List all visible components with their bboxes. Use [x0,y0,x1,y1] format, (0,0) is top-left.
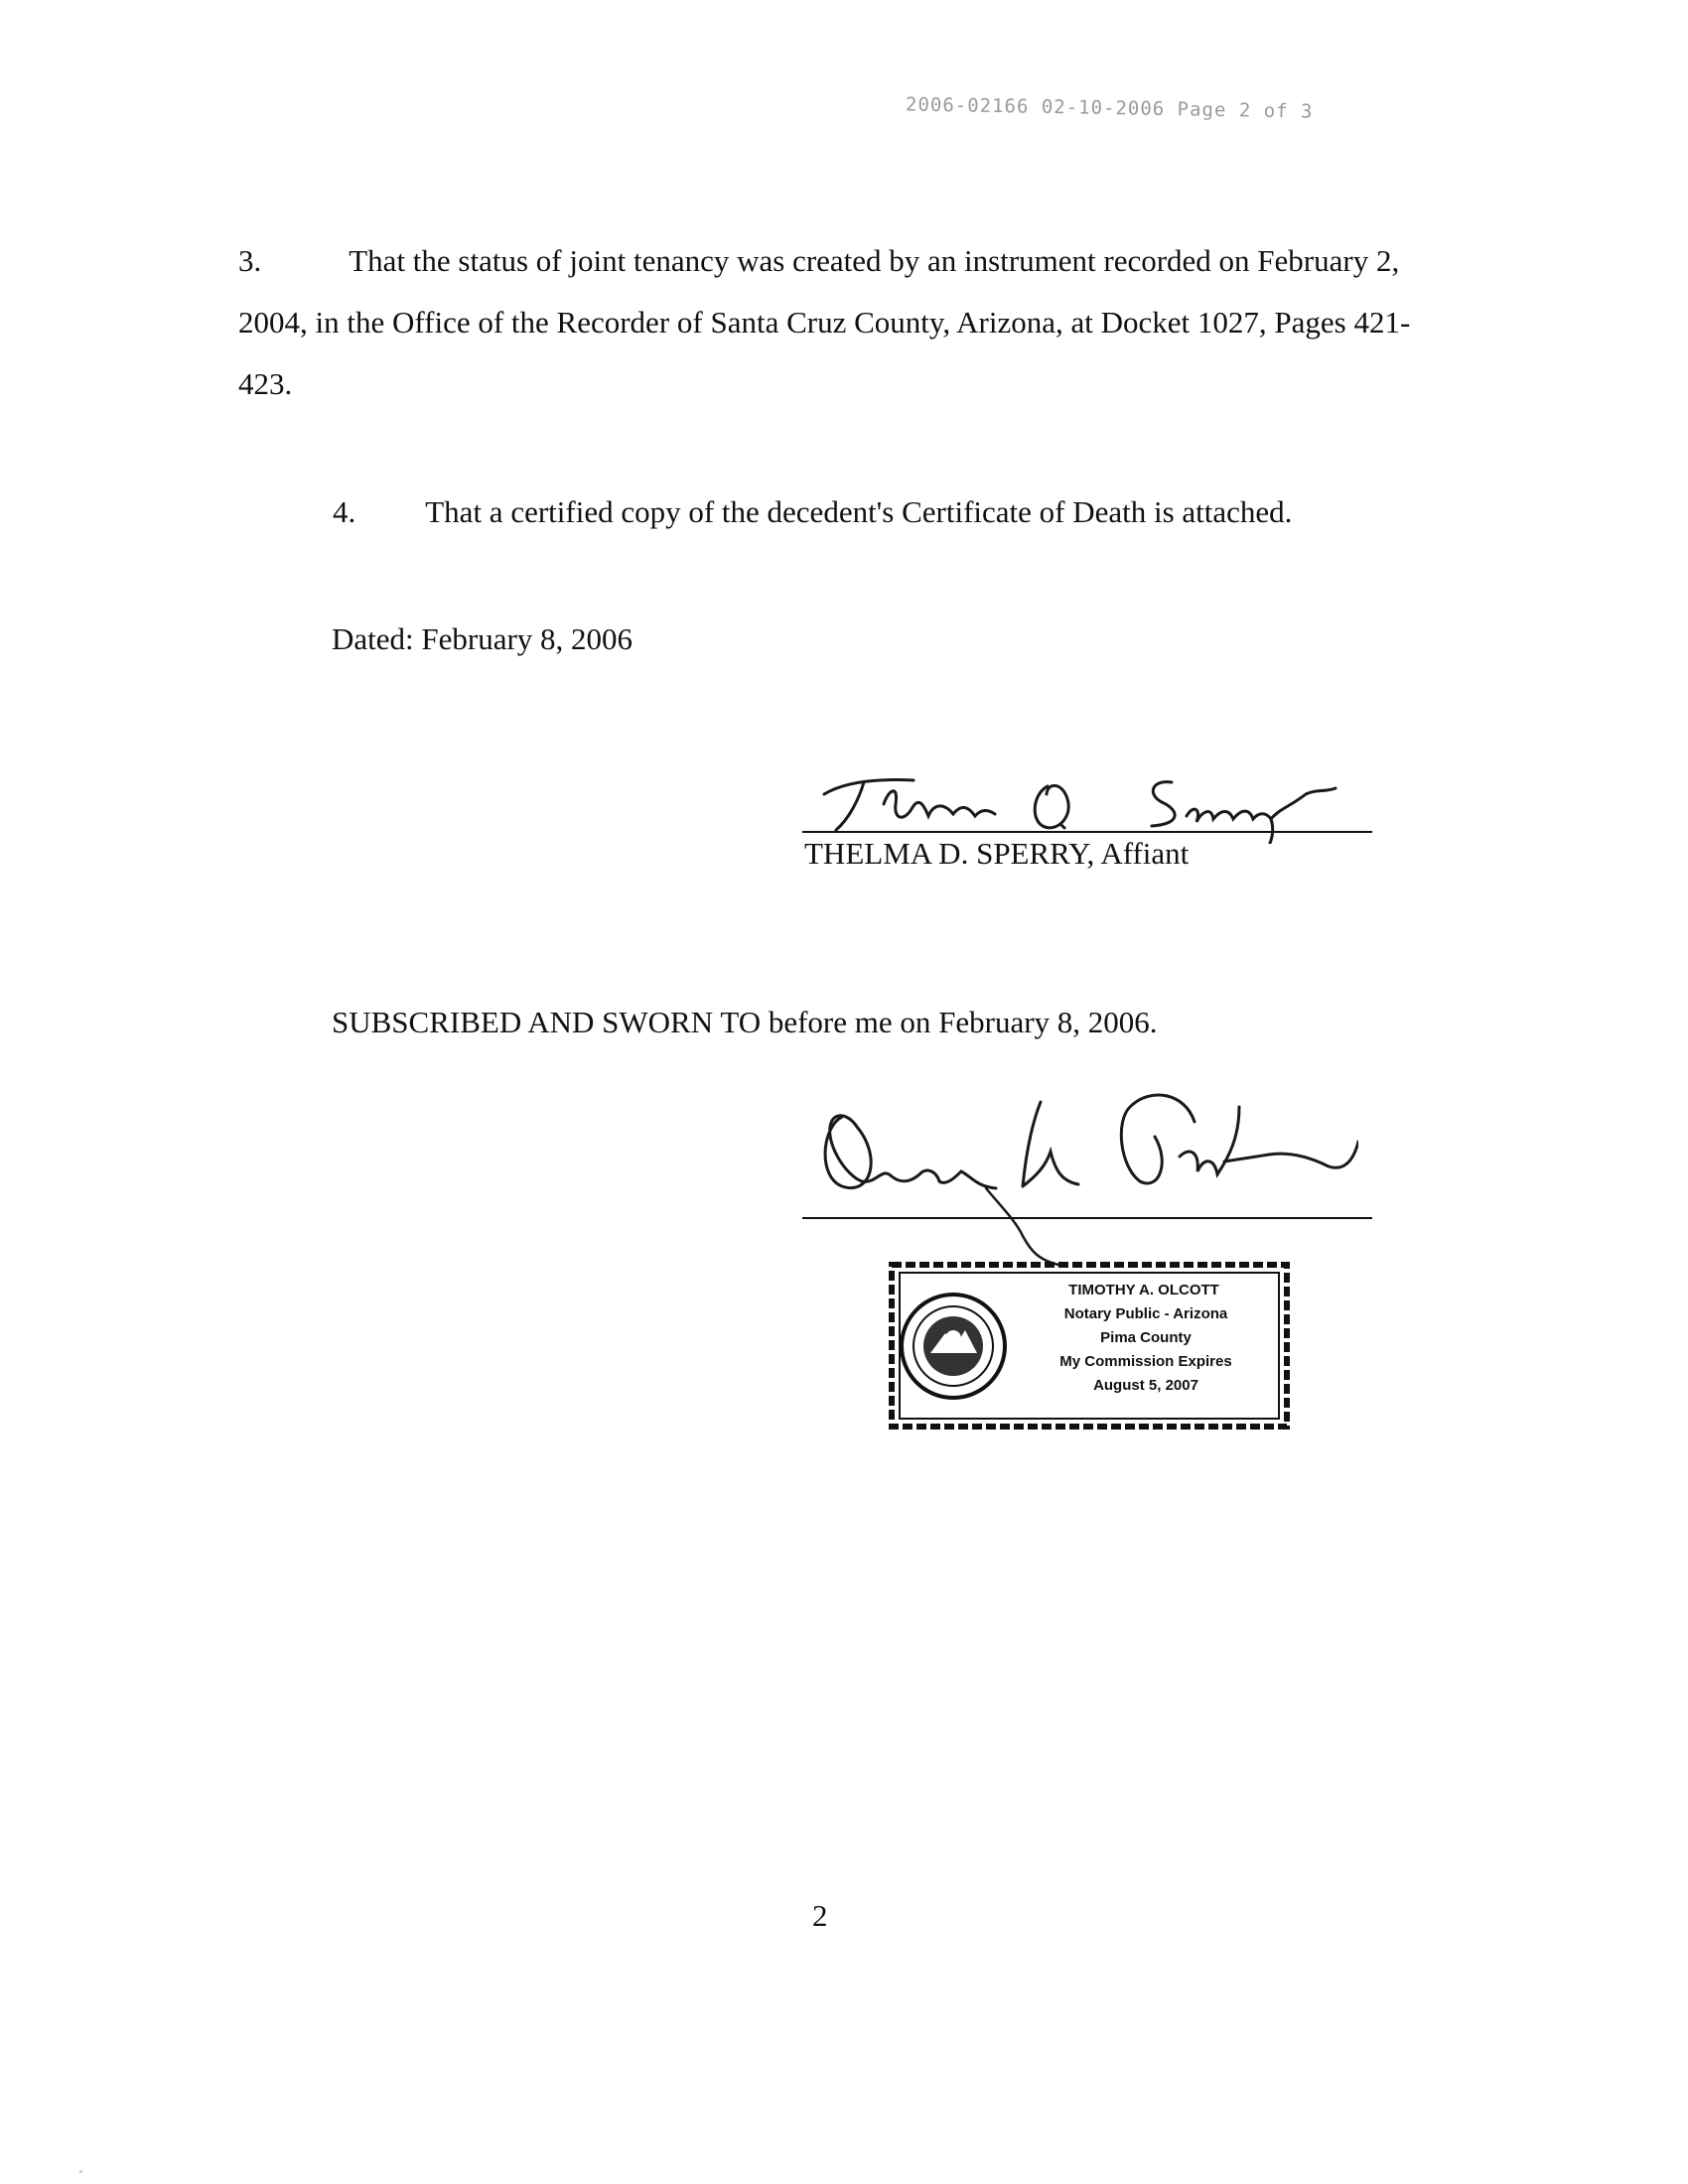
notary-signature-line [802,1217,1372,1219]
scan-speck [79,2170,82,2173]
seal-expiration: August 5, 2007 [1093,1377,1198,1394]
paragraph-3 [238,230,1430,415]
seal-name: TIMOTHY A. OLCOTT [1068,1282,1219,1298]
seal-commission-label: My Commission Expires [1059,1353,1232,1370]
paragraph-4-number: 4. [333,494,356,529]
paragraph-4 [238,481,1430,543]
jurat-statement: SUBSCRIBED AND SWORN TO before me on February 8, 2006. [332,1005,1158,1039]
paragraph-4-text: That a certified copy of the decedent's Certificate of Death is attached. [425,494,1293,529]
seal-title: Notary Public - Arizona [1063,1305,1228,1322]
paragraph-3-number: 3. [238,243,262,278]
affiant-printed-name: THELMA D. SPERRY, Affiant [804,836,1190,871]
recording-stamp: 2006-02166 02-10-2006 Page 2 of 3 [905,93,1314,123]
seal-county: Pima County [1100,1329,1192,1346]
page-number: 2 [812,1898,828,1933]
notary-seal [886,1259,1293,1433]
dated-line: Dated: February 8, 2006 [332,621,633,656]
paragraph-3-text: That the status of joint tenancy was created by an instrument recorded on February 2, 2004, in the Office of the Recorder of Santa Cruz County, Arizona, at Docket 1027, Pages 421-423. [238,243,1411,401]
affiant-signature-line [802,831,1372,833]
